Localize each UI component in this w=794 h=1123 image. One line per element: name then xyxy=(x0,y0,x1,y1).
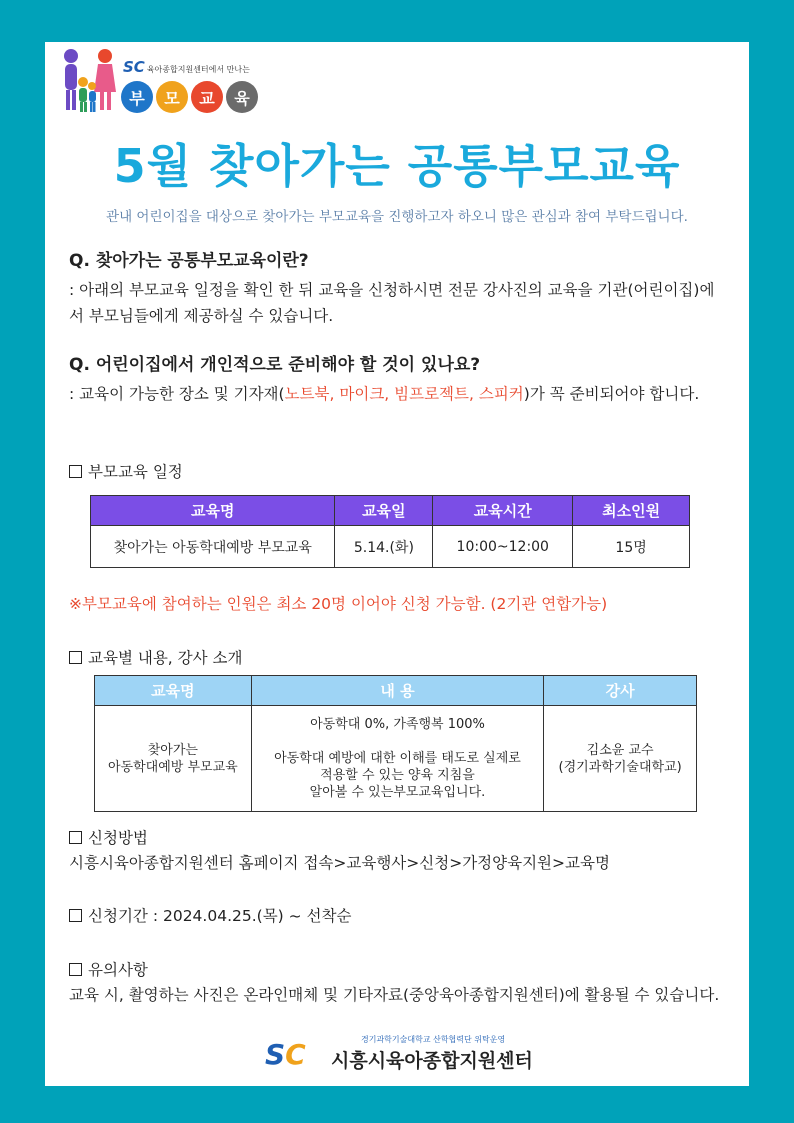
table-cell: 찾아가는 아동학대예방 부모교육 xyxy=(91,526,335,568)
table-header-row xyxy=(95,676,697,706)
footer-center-name: 시흥시육아종합지원센터 xyxy=(331,1050,533,1072)
schedule-heading: 부모교육 일정 xyxy=(69,460,183,482)
col-header: 교육명 xyxy=(91,496,335,526)
content-heading: 교육별 내용, 강사 소개 xyxy=(69,646,242,668)
question: Q. 찾아가는 공통부모교육이란? xyxy=(69,251,309,271)
col-header: 내 용 xyxy=(251,676,544,706)
apply-text: 시흥시육아종합지원센터 홈페이지 접속>교육행사>신청>가정양육지원>교육명 xyxy=(69,854,610,872)
checkbox-square-icon xyxy=(69,831,82,844)
program-badges xyxy=(121,81,258,113)
center-logo-icon: SC xyxy=(265,1038,306,1071)
col-header: 교육시간 xyxy=(433,496,573,526)
col-header: 최소인원 xyxy=(573,496,690,526)
org-tagline: SC 육아종합지원센터에서 만나는 xyxy=(123,58,250,76)
header-logo xyxy=(61,46,321,118)
page-title: 5월 찾아가는 공통부모교육 xyxy=(113,139,681,193)
table-row xyxy=(91,526,690,568)
table-cell: 김소윤 교수 (경기과학기술대학교) xyxy=(544,706,697,812)
qa-item-2 xyxy=(69,350,729,407)
checkbox-square-icon xyxy=(69,963,82,976)
col-header: 교육일 xyxy=(335,496,433,526)
badge-bu: 부 xyxy=(121,81,153,113)
footer-logo xyxy=(265,1032,565,1074)
col-header: 강사 xyxy=(544,676,697,706)
page-subtitle: 관내 어린이집을 대상으로 찾아가는 부모교육을 진행하고자 하오니 많은 관심과 참여 부탁드립니다. xyxy=(106,209,688,225)
notice-text: ※부모교육에 참여하는 인원은 최소 20명 이어야 신청 가능함. (2기관 연합가능) xyxy=(69,595,608,613)
table-cell: 찾아가는 아동학대예방 부모교육 xyxy=(95,706,252,812)
table-cell: 아동학대 0%, 가족행복 100% 아동학대 예방에 대한 이해를 태도로 실제로 적용할 수 있는 양육 지침을 알아볼 수 있는부모교육입니다. xyxy=(251,706,544,812)
table-row xyxy=(95,706,697,812)
checkbox-square-icon xyxy=(69,909,82,922)
checkbox-square-icon xyxy=(69,465,82,478)
document-page xyxy=(45,42,749,1086)
qa-item-1 xyxy=(69,246,729,329)
equipment-list: 노트북, 마이크, 빔프로젝트, 스피커 xyxy=(284,385,524,403)
caution-text: 교육 시, 촬영하는 사진은 온라인매체 및 기타자료(중앙육아종합지원센터)에 활용될 수 있습니다. xyxy=(69,986,720,1004)
badge-yuk: 육 xyxy=(226,81,258,113)
col-header: 교육명 xyxy=(95,676,252,706)
badge-mo: 모 xyxy=(156,81,188,113)
family-illustration-icon xyxy=(61,46,121,114)
table-cell: 5.14.(화) xyxy=(335,526,433,568)
badge-gyo: 교 xyxy=(191,81,223,113)
period-line: 신청기간 : 2024.04.25.(목) ~ 선착순 xyxy=(69,904,351,926)
footer-operator: 경기과학기술대학교 산학협력단 위탁운영 xyxy=(361,1035,506,1044)
question: Q. 어린이집에서 개인적으로 준비해야 할 것이 있나요? xyxy=(69,355,481,375)
table-cell: 15명 xyxy=(573,526,690,568)
caution-heading: 유의사항 xyxy=(69,958,148,980)
table-header-row xyxy=(91,496,690,526)
answer: : 아래의 부모교육 일정을 확인 한 뒤 교육을 신청하시면 전문 강사진의 교육을 기관(어린이집)에서 부모님들에게 제공하실 수 있습니다. xyxy=(69,281,715,325)
table-cell: 10:00~12:00 xyxy=(433,526,573,568)
checkbox-square-icon xyxy=(69,651,82,664)
answer: : 교육이 가능한 장소 및 기자재(노트북, 마이크, 빔프로젝트, 스피커)가 꼭 준비되어야 합니다. xyxy=(69,385,700,403)
apply-heading: 신청방법 xyxy=(69,826,148,848)
schedule-table xyxy=(90,495,690,568)
content-table xyxy=(94,675,697,812)
org-logo-mark: SC xyxy=(123,58,145,76)
